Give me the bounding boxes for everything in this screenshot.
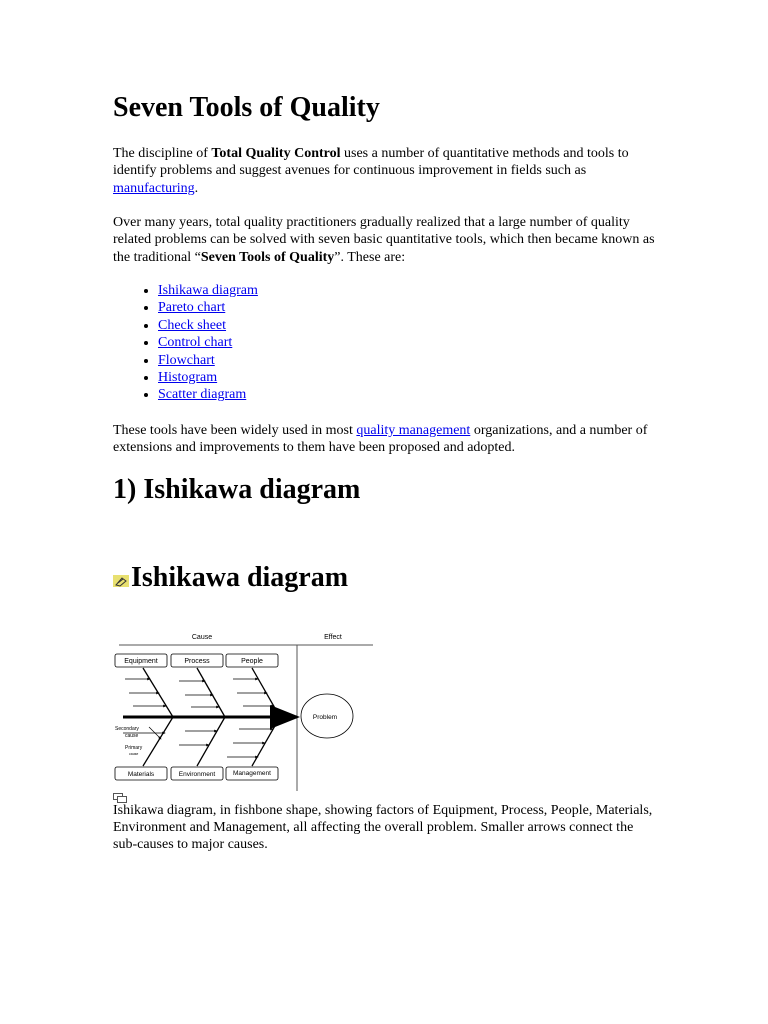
secondary-cause-label-1: Secondary bbox=[115, 726, 139, 732]
secondary-cause-label-2: cause bbox=[125, 733, 139, 739]
list-item bbox=[158, 282, 258, 299]
usage-paragraph bbox=[113, 422, 668, 457]
list-item bbox=[158, 386, 258, 403]
figure-heading-text: Ishikawa diagram bbox=[131, 562, 349, 593]
intro-paragraph bbox=[113, 145, 668, 197]
cause-box-people: People bbox=[241, 658, 263, 665]
list-item bbox=[158, 352, 258, 369]
cause-box-process: Process bbox=[184, 658, 210, 665]
usage-text-2: organizations, and a number of extensions and improvements to them have been proposed and adopted. bbox=[113, 423, 648, 456]
history-paragraph bbox=[113, 214, 668, 266]
cause-box-environment: Environment bbox=[178, 771, 216, 778]
ishikawa-diagram bbox=[113, 623, 375, 793]
effect-header: Effect bbox=[324, 634, 342, 641]
tool-link[interactable]: Check sheet bbox=[158, 317, 227, 333]
history-text-2: ”. These are: bbox=[334, 249, 406, 265]
tool-link[interactable]: Control chart bbox=[158, 335, 233, 351]
figure-caption: Ishikawa diagram, in fishbone shape, showing factors of Equipment, Process, People, Materials, Environment and Management, all affecting the overall problem. Smaller arrows connect the sub-causes to major causes. bbox=[113, 803, 653, 853]
cause-box-management: Management bbox=[233, 770, 271, 777]
quality-management-link[interactable]: quality management bbox=[356, 423, 471, 438]
tool-link[interactable]: Histogram bbox=[158, 370, 218, 386]
figure-heading bbox=[113, 562, 348, 594]
tool-link[interactable]: Pareto chart bbox=[158, 300, 226, 316]
cause-header: Cause bbox=[191, 634, 213, 641]
broken-image-icon bbox=[113, 563, 129, 575]
usage-text-1: These tools have been widely used in most bbox=[113, 423, 357, 438]
tool-link[interactable]: Scatter diagram bbox=[158, 387, 247, 403]
list-item bbox=[158, 369, 258, 386]
image-placeholder-icon bbox=[113, 790, 127, 800]
intro-text-2: uses a number of quantitative methods and tools to identify problems and suggest avenues for continuous improvement in fields such as bbox=[113, 146, 629, 179]
intro-text-3: . bbox=[194, 180, 199, 196]
manufacturing-link[interactable]: manufacturing bbox=[113, 180, 195, 196]
intro-text-1: The discipline of bbox=[113, 146, 212, 161]
history-text-1: Over many years, total quality practitioners gradually realized that a large number of quality related problems can be solved with seven basic quantitative tools, which then became known as the traditional “ bbox=[113, 215, 655, 265]
page-title: Seven Tools of Quality bbox=[113, 92, 380, 123]
effect-problem-label: Problem bbox=[312, 714, 338, 721]
cause-box-equipment: Equipment bbox=[124, 658, 158, 665]
tool-link[interactable]: Flowchart bbox=[158, 352, 215, 368]
cause-box-materials: Materials bbox=[127, 771, 155, 778]
section-heading: 1) Ishikawa diagram bbox=[113, 474, 361, 505]
history-bold-term: Seven Tools of Quality bbox=[200, 249, 335, 265]
tools-list bbox=[113, 282, 258, 404]
list-item bbox=[158, 299, 258, 316]
list-item bbox=[158, 317, 258, 334]
primary-cause-label-1: Primary bbox=[125, 745, 143, 751]
intro-bold-term: Total Quality Control bbox=[211, 146, 341, 161]
list-item bbox=[158, 334, 258, 351]
primary-cause-label-2: cause bbox=[129, 752, 139, 756]
tool-link[interactable]: Ishikawa diagram bbox=[158, 283, 258, 298]
